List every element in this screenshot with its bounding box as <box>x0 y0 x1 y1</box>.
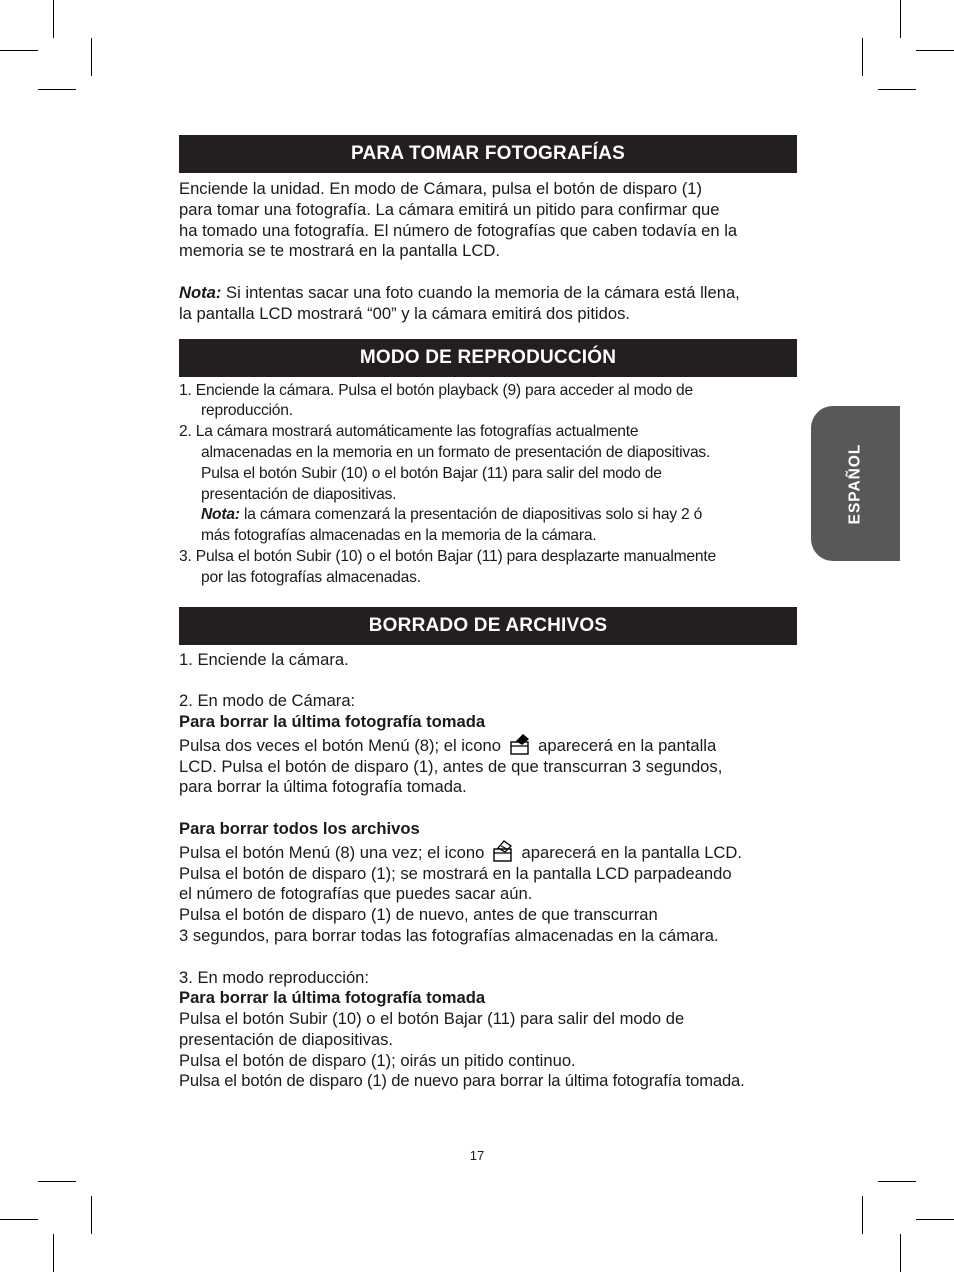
delete-single-icon <box>509 733 531 755</box>
text-line: la cámara comenzará la presentación de diapositivas solo si hay 2 ó <box>239 506 703 524</box>
list-item <box>179 547 797 589</box>
text-line: Si intentas sacar una foto cuando la memoria de la cámara está llena, <box>221 282 740 302</box>
note-line <box>201 505 797 526</box>
section-header-taking-photos: PARA TOMAR FOTOGRAFÍAS <box>179 135 797 173</box>
taking-photos-note <box>179 283 797 325</box>
step-1: 1. Enciende la cámara. <box>179 649 349 669</box>
text-line: ha tomado una fotografía. El número de fotografías que caben todavía en la <box>179 220 738 240</box>
crop-mark <box>916 1219 954 1220</box>
subheading-delete-all: Para borrar todos los archivos <box>179 818 420 838</box>
crop-mark <box>53 0 54 38</box>
text-line: presentación de diapositivas. <box>201 485 397 503</box>
crop-mark <box>53 1234 54 1272</box>
text-line: para tomar una fotografía. La cámara emitirá un pitido para confirmar que <box>179 199 720 219</box>
text-line: Enciende la unidad. En modo de Cámara, pulsa el botón de disparo (1) <box>179 179 703 198</box>
subheading-delete-last: Para borrar la última fotografía tomada <box>179 711 486 731</box>
language-tab-label: ESPAÑOL <box>846 443 864 524</box>
subheading-delete-last-playback: Para borrar la última fotografía tomada <box>179 988 486 1008</box>
page-content <box>179 135 797 1092</box>
list-item <box>179 381 797 423</box>
section-header-deleting-files: BORRADO DE ARCHIVOS <box>179 607 797 645</box>
crop-mark <box>91 1196 92 1234</box>
list-item <box>179 422 797 547</box>
crop-mark <box>0 1219 38 1220</box>
page-number: 17 <box>469 1148 485 1163</box>
text-line: Pulsa el botón Menú (8) una vez; el icono aparecerá en la pantalla LCD. <box>179 840 797 864</box>
crop-mark <box>878 89 916 90</box>
text-line: 3 segundos, para borrar todas las fotografías almacenadas en la cámara. <box>179 925 719 945</box>
crop-mark <box>916 50 954 51</box>
text-line: Pulsa el botón de disparo (1) de nuevo, antes de que transcurran <box>179 905 658 925</box>
text-line: memoria se te mostrará en la pantalla LCD. <box>179 241 500 261</box>
text-line: Pulsa el botón de disparo (1); oirás un pitido continuo. <box>179 1050 576 1070</box>
delete-all-icon <box>492 840 514 862</box>
text-line: reproducción. <box>201 402 293 420</box>
crop-mark <box>0 50 38 51</box>
step-3: 3. En modo reproducción: <box>179 967 370 987</box>
taking-photos-paragraph <box>179 179 797 262</box>
text-line: para borrar la última fotografía tomada. <box>179 777 467 797</box>
text-line: por las fotografías almacenadas. <box>201 568 421 586</box>
playback-list <box>179 381 797 589</box>
deleting-files-body <box>179 650 797 1093</box>
text-line: Pulsa el botón de disparo (1); se mostrará en la pantalla LCD parpadeando <box>179 863 732 883</box>
language-tab <box>811 406 900 561</box>
crop-mark <box>91 38 92 76</box>
text-line: 3. Pulsa el botón Subir (10) o el botón Bajar (11) para desplazarte manualmente <box>179 547 716 565</box>
crop-mark <box>900 0 901 38</box>
text-line: 1. Enciende la cámara. Pulsa el botón playback (9) para acceder al modo de <box>179 381 693 399</box>
crop-mark <box>862 38 863 76</box>
text-line: el número de fotografías que puedes sacar aún. <box>179 884 533 904</box>
text-line: 2. La cámara mostrará automáticamente las fotografías actualmente <box>179 423 639 441</box>
text-line: presentación de diapositivas. <box>179 1029 394 1049</box>
text-line: la pantalla LCD mostrará “00” y la cámara emitirá dos pitidos. <box>179 303 630 323</box>
crop-mark <box>38 89 76 90</box>
note-label: Nota: <box>179 282 222 302</box>
section-header-playback: MODO DE REPRODUCCIÓN <box>179 339 797 377</box>
text-line: Pulsa el botón de disparo (1) de nuevo para borrar la última fotografía tomada. <box>179 1071 745 1091</box>
crop-mark <box>900 1234 901 1272</box>
text-line: LCD. Pulsa el botón de disparo (1), antes de que transcurran 3 segundos, <box>179 756 723 776</box>
text-line: Pulsa el botón Subir (10) o el botón Bajar (11) para salir del modo de <box>201 464 662 482</box>
text-line: Pulsa dos veces el botón Menú (8); el icono aparecerá en la pantalla <box>179 733 797 757</box>
step-2: 2. En modo de Cámara: <box>179 691 356 711</box>
crop-mark <box>38 1181 76 1182</box>
text-line: Pulsa el botón Subir (10) o el botón Bajar (11) para salir del modo de <box>179 1009 685 1029</box>
note-label: Nota: <box>201 506 240 524</box>
text-line: más fotografías almacenadas en la memoria de la cámara. <box>201 527 597 545</box>
text-line: almacenadas en la memoria en un formato de presentación de diapositivas. <box>201 443 711 461</box>
crop-mark <box>862 1196 863 1234</box>
crop-mark <box>878 1181 916 1182</box>
